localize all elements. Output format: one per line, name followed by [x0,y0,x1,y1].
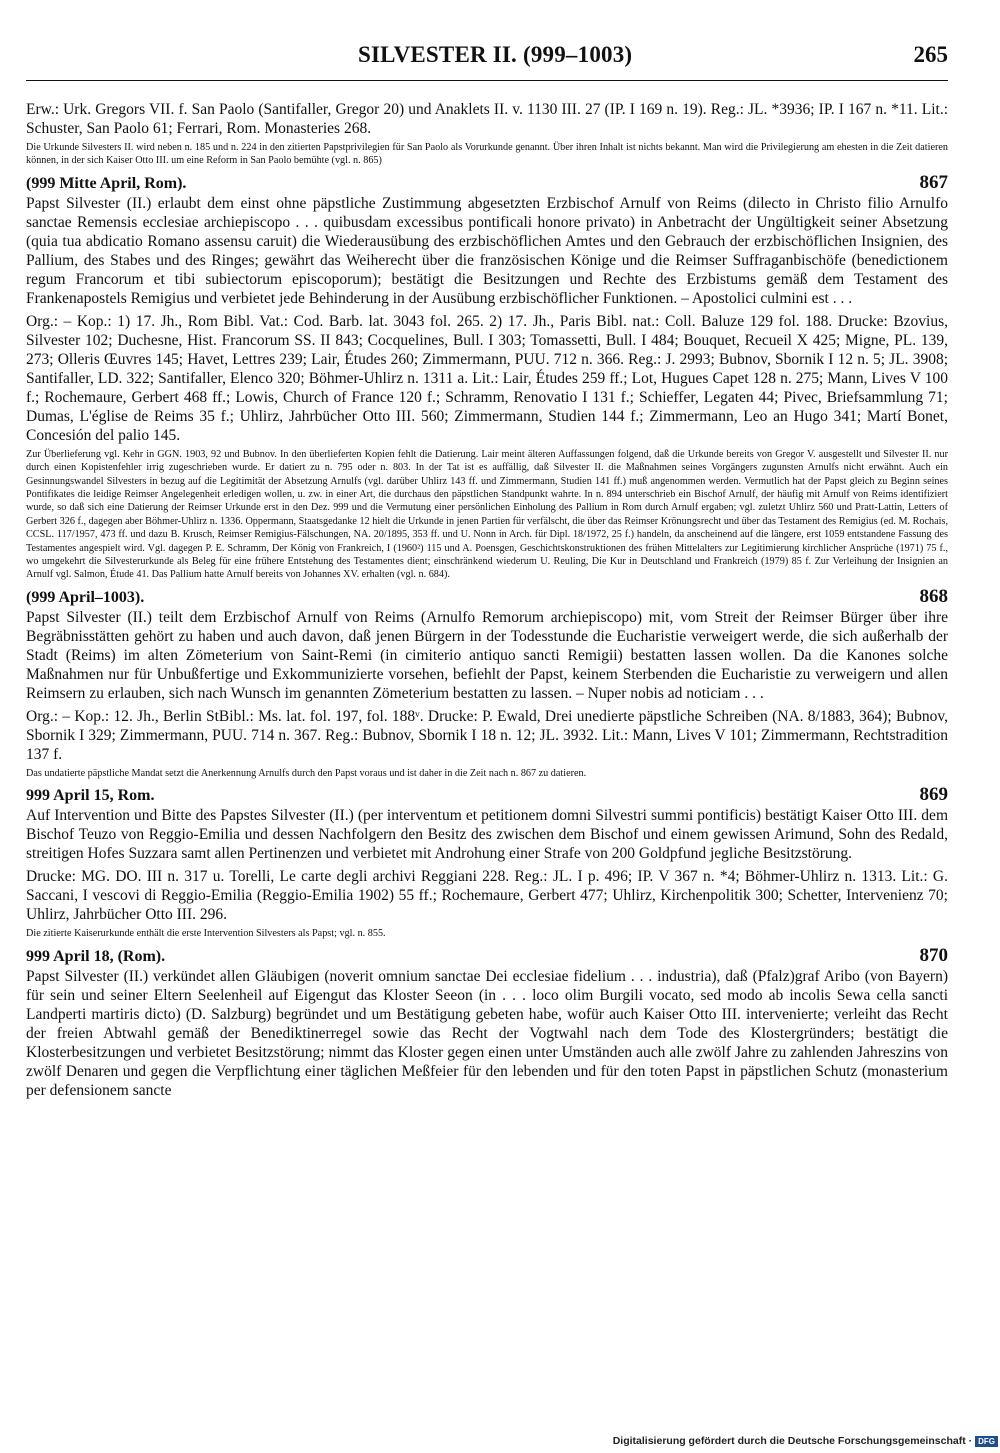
entry-summary: Papst Silvester (II.) teilt dem Erzbischof Arnulf von Reims (Arnulfo Remorum archiepiscopo) mit, vom Streit der Reimser Bürger über ihre Begräbnisstätten gehört zu haben und auch davon, daß jenen Bürgern in der Todesstunde die Eucharistie verweigert werde, die sich außerhalb der Stadt (Reims) im alten Zömeterium von Saint-Remi (in cimiterio antiquo sancti Remigii) bestatten lassen wollen. Da die Kanones solche Maßnahmen nur für Unbußfertige und Exkommunizierte vorsehen, befiehlt der Papst, keinem Sterbenden die Eucharistie zu verweigern und allen Reimsern zu erlauben, sich nach Wunsch im genannten Zömeterium bestatten zu lassen. – Nuper nobis ad noticiam . . . [26,608,948,702]
entry-number: 870 [919,944,948,966]
entry-summary: Papst Silvester (II.) verkündet allen Gläubigen (noverit omnium sanctae Dei ecclesiae fidelium . . . industria), daß (Pfalz)graf Aribo (von Bayern) für sein und seiner Eltern Seelenheil auf Eigengut das Kloster Seeon (in . . . loco olim Burgili vocato, sed modo ab incolis Sewa cella sancti Landperti martiris dicto) (D. Salzburg) begründet und um Bestätigung gebeten habe, wofür auch Kaiser Otto III. intervenierte; verleiht das Recht der freien Abtwahl gemäß der Benediktinerregel sowie das Recht der Vogtwahl nach dem Tode des Klostergründers; bestätigt die Klosterbesitzungen und verbietet Besitzstörung; nimmt das Kloster gegen einen unter Umständen auch alle zwölf Jahre zu zahlenden Jahreszins von zwölf Denaren und gegen die Verpflichtung einer täglichen Meßfeier für den lebenden und für den toten Papst in päpstlichen Schutz (monasterium per defensionem sancte [26,967,948,1099]
entry-date: 999 April 18, (Rom). [26,947,166,965]
entry-literature: Org.: – Kop.: 1) 17. Jh., Rom Bibl. Vat.: Cod. Barb. lat. 3043 fol. 265. 2) 17. Jh., Paris Bibl. nat.: Coll. Baluze 129 fol. 188. Drucke: Bzovius, Silvester 102; Duchesne, Hist. Francorum SS. II 843; Cocquelines, Bull. I 303; Tomassetti, Bull. I 484; Bouquet, Recueil X 425; Migne, PL. 139, 273; Olleris Œuvres 145; Havet, Lettres 239; Lair, Études 260; Zimmermann, PUU. 712 n. 366. Reg.: J. 2993; Bubnov, Sbornik I 12 n. 5; JL. 3908; Santifaller, LD. 322; Santifaller, Elenco 320; Böhmer-Uhlirz n. 1311 a. Lit.: Lair, Études 259 ff.; Lot, Hugues Capet 128 n. 275; Mann, Lives V 100 f.; Rochemaure, Gerbert 468 ff.; Lowis, Church of France 120 f.; Schramm, Renovatio I 131 f.; Schieffer, Legaten 44; Pivec, Briefsammlung 71; Dumas, L'église de Reims 35 f.; Uhlirz, Jahrbücher Otto III. 560; Zimmermann, Studien 144 f.; Zimmermann, Leo an Hugo 341; Martí Bonet, Concesión del palio 145. [26,312,948,444]
top-note: Die Urkunde Silvesters II. wird neben n. 185 und n. 224 in den zitierten Papstprivilegien für San Paolo als Vorurkunde genannt. Über ihren Inhalt ist nichts bekannt. Man wird die Privilegierung am ehesten in die Zeit datieren können, in der sich Kaiser Otto III. um eine Reform in San Paolo bemühte (vgl. n. 865) [26,142,948,167]
entry-date: (999 April–1003). [26,588,145,606]
entry-heading [26,587,948,608]
entry-heading [26,173,948,194]
entry-note: Zur Überlieferung vgl. Kehr in GGN. 1903, 92 und Bubnov. In den überlieferten Kopien fehlt die Datierung. Lair meint älteren Auffassungen folgend, daß die Urkunde bereits von Gregor V. ausgestellt und Silvester II. nur durch einen Kopistenfehler irrig zugeschrieben wurde. Er datiert zu n. 795 oder n. 803. In der Tat ist es auffällig, daß Silvester II. die Maßnahmen seines Vorgängers zugunsten Arnulfs nicht erwähnt. Auch ein Gesinnungswandel Silvesters in bezug auf die Legitimität der Absetzung Arnulfs (vgl. darüber Uhlirz 143 ff. und Zimmermann, Studien 141 ff.) muß angenommen werden. Vermutlich hat der Papst gleich zu Beginn seines Pontifikates die leidige Reimser Angelegenheit erledigen wollen, u. zw. in einer Art, die durchaus den päpstlichen Standpunkt wahrte. In n. 894 unterschrieb ein Bischof Arnulf, der häufig mit Arnulf von Reims identifiziert wurde, so daß sich eine Datierung der Reimser Urkunde erst in den Dez. 999 und die Vermutung einer persönlichen Einholung des Pallium in Rom durch Arnulf ergaben; vgl. zuletzt Uhlirz 560 und Pratt-Lattin, Letters of Gerbert 326 f., dagegen aber Böhmer-Uhlirz n. 1336. Oppermann, Staatsgedanke 12 hielt die Urkunde in jenen Partien für verfälscht, die über das Reimser Krönungsrecht und über das Testament des Remigius (ed. M. Rochais, CCSL. 117/1957, 473 ff. und dazu B. Krusch, Reimser Remigius-Fälschungen, NA. 20/1895, 353 ff. und U. Nonn in Arch. für Dipl. 18/1972, 25 f.) handeln, da anscheinend auf die längere, erst 1059 entstandene Fassung des Testamentes angespielt wird. Vgl. dagegen P. E. Schramm, Der König von Frankreich, I (1960²) 115 und A. Poensgen, Geschichtskonstruktionen des frühen Mittelalters zur Legitimierung kirchlicher Ansprüche (1971) 75 f., wo umgekehrt die Silvesterurkunde als Beleg für eine frühere Entstehung des Testamentes dient; einschränkend wiederum U. Reuling, Die Kur in Deutschland und Frankreich (1979) 85 f. Zur Verleihung der Insignien an Arnulf vgl. Salmon, Étude 41. Das Pallium hatte Arnulf bereits von Johannes XV. erhalten (vgl. n. 684). [26,448,948,581]
dfg-logo: DFG [975,1436,998,1447]
entry-date: (999 Mitte April, Rom). [26,174,187,192]
entry-heading [26,785,948,806]
entry-number: 867 [919,171,948,193]
entry-date: 999 April 15, Rom. [26,787,155,805]
entry-literature: Org.: – Kop.: 12. Jh., Berlin StBibl.: Ms. lat. fol. 197, fol. 188ᵛ. Drucke: P. Ewald, Drei unedierte päpstliche Schreiben (NA. 8/1883, 364); Bubnov, Sbornik I 329; Zimmermann, PUU. 714 n. 367. Reg.: Bubnov, Sbornik I 18 n. 12; JL. 3932. Lit.: Mann, Lives V 101; Zimmermann, Rechtstradition 137 f. [26,707,948,763]
running-head [26,40,948,81]
entry-summary: Papst Silvester (II.) erlaubt dem einst ohne päpstliche Zustimmung abgesetzten Erzbischof Arnulf von Reims (dilecto in Christo filio Arnulfo sanctae Remensis ecclesiae archiepiscopo . . . quibusdam excessibus pontificali honore privato) in Anbetracht der Ungültigkeit seiner Absetzung (quia tua abdicatio Romano assensu caruit) die Wiederausübung des erzbischöflichen Amtes und den Gebrauch der erzbischöflichen Insignien, des Pallium, des Stabes und des Ringes; gewährt das Weiherecht über die französischen Könige und die Reimser Suffraganbischöfe (benedictionem regum Francorum et tibi subiectorum episcoporum); bestätigt die Besitzungen und Rechte des Erzbistums gemäß dem Testament des Frankenapostels Remigius und verbietet jede Behinderung in der Ausübung erzbischöflicher Funktionen. – Apostolici culmini est . . . [26,194,948,307]
footer-text: Digitalisierung gefördert durch die Deutsche Forschungsgemeinschaft · [612,1435,973,1447]
entry-note: Die zitierte Kaiserurkunde enthält die erste Intervention Silvesters als Papst; vgl. n. 855. [26,928,386,940]
entry-number: 869 [919,784,948,806]
top-literature: Erw.: Urk. Gregors VII. f. San Paolo (Santifaller, Gregor 20) und Anaklets II. v. 1130 III. 27 (IP. I 169 n. 19). Reg.: JL. *3936; IP. I 167 n. *11. Lit.: Schuster, San Paolo 61; Ferrari, Rom. Monasteries 268. [26,101,948,137]
entry-number: 868 [919,585,948,607]
entry-summary: Auf Intervention und Bitte des Papstes Silvester (II.) (per interventum et petitionem domni Silvestri summi pontificis) bestätigt Kaiser Otto III. dem Bischof Teuzo von Reggio-Emilia und dessen Nachfolgern den Besitz des zwischen dem Bischof und einem gewissen Arimund, Sohn des Redald, streitigen Hofes Suzzara samt allen Pertinenzen und verbietet mit Androhung einer Strafe von 200 Goldpfund jegliche Besitzstörung. [26,807,948,863]
running-head-title: SILVESTER II. (999–1003) [358,42,633,67]
entry-literature: Drucke: MG. DO. III n. 317 u. Torelli, Le carte degli archivi Reggiani 228. Reg.: JL. I p. 496; IP. V 367 n. *4; Böhmer-Uhlirz n. 1313. Lit.: G. Saccani, I vescovi di Reggio-Emilia (Reggio-Emilia 1902) 55 ff.; Rochemaure, Gerbert 477; Uhlirz, Kirchenpolitik 300; Schetter, Intervenienz 70; Uhlirz, Jahrbücher Otto III. 296. [26,868,948,924]
page-number: 265 [913,42,948,67]
footer [613,1435,998,1447]
entry-note: Das undatierte päpstliche Mandat setzt die Anerkennung Arnulfs durch den Papst voraus und ist daher in die Zeit nach n. 867 zu datieren. [26,767,587,779]
content [26,100,948,1100]
entry-heading [26,946,948,967]
